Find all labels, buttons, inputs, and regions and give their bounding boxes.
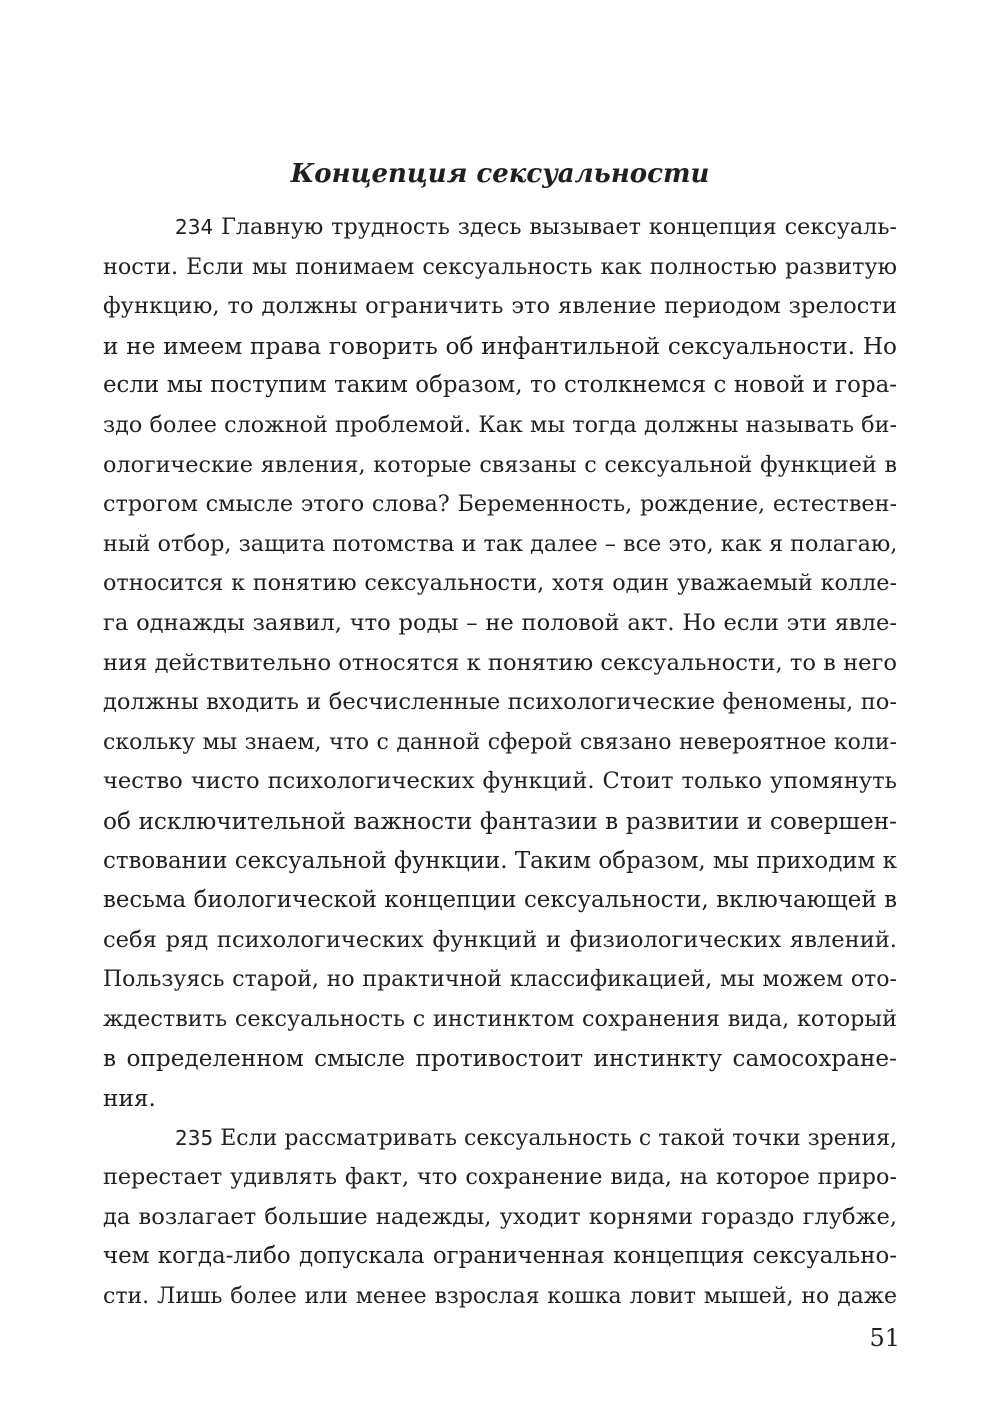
text-line: перестает удивлять факт, что сохранение вида, на которое приро- [103,1164,897,1191]
text-line: чество чисто психологических функций. Стоит только упомянуть [103,768,897,795]
text-line: ологические явления, которые связаны с сексуальной функцией в [103,451,897,478]
text-line: ния. [103,1085,156,1113]
text-line: относится к понятию сексуальности, хотя один уважаемый колле- [103,570,897,597]
text-line: в определенном смысле противостоит инстинкту самосохране- [103,1045,897,1073]
text-line: скольку мы знаем, что с данной сферой связано невероятное коли- [103,729,897,755]
text-line: да возлагает большие надежды, уходит корнями гораздо глубже, [103,1203,897,1230]
text-line: весьма биологической концепции сексуальности, включающей в [103,887,897,914]
page-number: 51 [869,1324,900,1352]
text-line: 234 Главную трудность здесь вызывает концепция сексуаль- [175,214,897,240]
text-line: 235 Если рассматривать сексуальность с такой точки зрения, [175,1125,897,1151]
text-line: об исключительной важности фантазии в развитии и совершен- [103,807,897,835]
text-line: сти. Лишь более или менее взрослая кошка ловит мышей, но даже [103,1284,897,1310]
text-line: ния действительно относятся к понятию сексуальности, то в него [103,649,897,676]
body-text [103,208,897,1317]
text-line: чем когда-либо допускала ограниченная концепция сексуально- [103,1243,897,1270]
text-line: Пользуясь старой, но практичной классификацией, мы можем ото- [103,967,897,993]
text-line: и не имеем права говорить об инфантильной сексуальности. Но [103,332,897,360]
paragraph-235 [103,1119,897,1317]
text-line: строгом смысле этого слова? Беременность, рождение, естествен- [103,491,897,518]
paragraph-234 [103,208,897,1119]
text-line: ствовании сексуальной функции. Таким образом, мы приходим к [103,847,897,874]
text-line: ждествить сексуальность с инстинктом сохранения вида, который [103,1005,897,1032]
paragraph-number: 234 [175,215,214,239]
section-heading: Концепция сексуальности [290,158,710,189]
text-line: должны входить и бесчисленные психологические феномены, по- [103,689,897,716]
paragraph-number: 235 [175,1125,214,1150]
text-line: если мы поступим таким образом, то столкнемся с новой и гора- [103,372,897,399]
text-line: га однажды заявил, что роды – не половой акт. Но если эти явле- [103,609,897,636]
text-line: ный отбор, защита потомства и так далее – все это, как я полагаю, [103,530,898,557]
text-line: здо более сложной проблемой. Как мы тогда должны называть би- [103,411,897,438]
text-line: ности. Если мы понимаем сексуальность как полностью развитую [103,253,897,280]
text-line: себя ряд психологических функций и физиологических явлений. [103,926,897,953]
text-line: функцию, то должны ограничить это явление периодом зрелости [103,293,897,320]
